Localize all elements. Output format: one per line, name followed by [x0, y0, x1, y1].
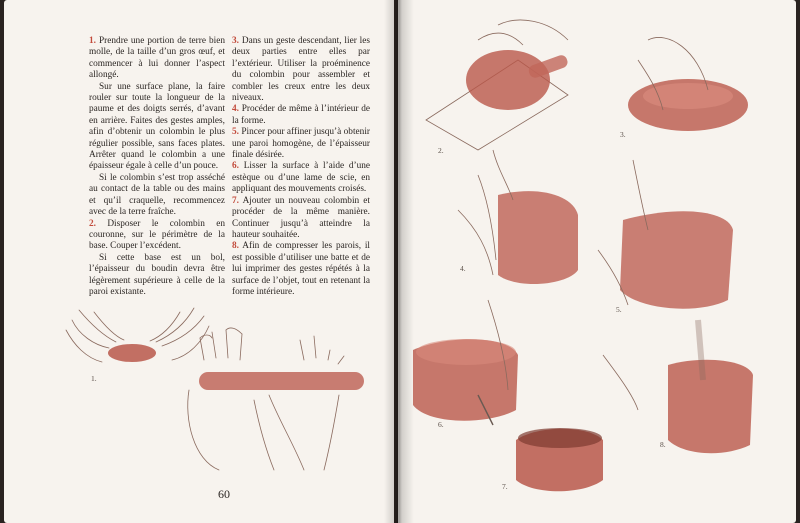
figure-label-2: 2. — [438, 146, 444, 155]
left-page — [4, 0, 394, 523]
paragraph-text: Prendre une portion de terre bien molle, de la taille d’un gros œuf, et commencer à lui donner l’aspect allongé. — [89, 36, 226, 81]
figure-4 — [458, 150, 578, 284]
paragraph-text: Pincer pour affiner jusqu’à obtenir une paroi homogène, de l’épaisseur finale désirée. — [232, 127, 370, 161]
figure-label-7: 7. — [502, 482, 508, 491]
step-number: 4. — [232, 104, 239, 115]
paragraph-text: Lisser la surface à l’aide d’une estèque ou d’une lame de scie, en appliquant des mouvements croisés. — [232, 161, 370, 195]
figure-label-1: 1. — [91, 374, 97, 383]
paragraph-text: Si cette base est un bol, l’épaisseur du boudin devra être légèrement supérieure à celle de la paroi existante. — [89, 252, 225, 297]
paragraph-text: Ajouter un nouveau colombin et procéder de la même manière. Continuer jusqu’à atteindre la hauteur souhaitée. — [232, 195, 370, 240]
figure-5 — [598, 160, 733, 309]
figure-6 — [413, 300, 518, 425]
step-number: 8. — [232, 241, 239, 252]
step-number: 5. — [232, 127, 239, 138]
figure-label-3: 3. — [620, 130, 626, 139]
figure-label-6: 6. — [438, 420, 444, 429]
paragraph-text: Si le colombin s’est trop asséché au contact de la table ou des mains et qu’il craquelle, recommencez avec de la terre fraîche. — [89, 172, 225, 218]
step-number: 1. — [89, 36, 96, 46]
page-number: 60 — [218, 487, 230, 501]
figure-label-5: 5. — [616, 305, 622, 314]
paragraph-text: Disposer le colombin en couronne, sur le périmètre de la base. Couper l’excédent. — [89, 218, 225, 252]
clay-coil — [199, 372, 364, 390]
paragraph-text: Procéder de même à l’intérieur de la forme. — [232, 104, 370, 126]
figure-label-8: 8. — [660, 440, 666, 449]
paragraph-text: Afin de compresser les parois, il est possible d’utiliser une batte et de lui imprimer des gestes répétés à la surface de l’objet, tout en retenant la forme intérieure. — [232, 241, 371, 297]
figure-label-4: 4. — [460, 264, 466, 273]
illustration-steps — [398, 0, 796, 523]
illustration-rolling-coil — [4, 0, 394, 523]
step-number: 3. — [232, 36, 239, 46]
paragraph-text: Sur une surface plane, la faire rouler sur toute la longueur de la paume et des doigts serrés, d’avant en arrière. Faites des gestes amples, afin d’obtenir un colombin le plus régulier possible, sans faces plates. Arrêter quand le colombin a une épaisseur égale à celle d’un pouce. — [89, 81, 225, 172]
figure-3 — [628, 37, 748, 131]
step-number: 6. — [232, 161, 239, 172]
hands-figure-rolling — [188, 328, 344, 470]
step-number: 2. — [89, 218, 96, 229]
step-number: 7. — [232, 195, 239, 206]
figure-2 — [426, 20, 569, 150]
figure-8 — [603, 320, 753, 453]
paragraph-text: Dans un geste descendant, lier les deux parties entre elles par l’extérieur. Utiliser la proéminence du colombin pour assembler et combler les creux entre les deux niveaux. — [232, 36, 371, 104]
right-page — [398, 0, 796, 523]
figure-7 — [516, 428, 603, 491]
clay-ball — [108, 344, 156, 362]
book-gutter — [384, 0, 414, 523]
